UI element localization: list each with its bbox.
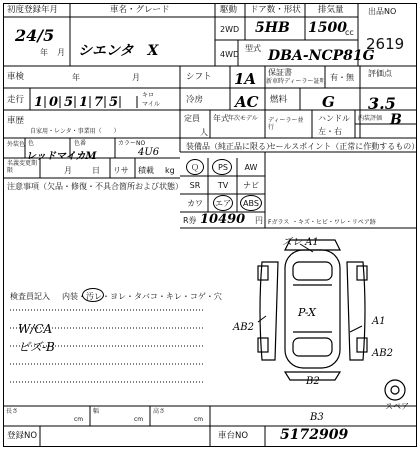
lot-value: 2619 — [366, 35, 405, 53]
diagram-label-top: ズレ A1 — [282, 237, 319, 248]
annual-sub: 年次モデル — [228, 115, 258, 122]
inspector-options: 内装・汚レ・ヨレ・タバコ・キレ・コゲ・穴 — [62, 292, 222, 301]
equip-ps-circle — [212, 159, 232, 175]
equipment-label: 装備品（純正品に限る） — [186, 142, 274, 151]
diagram-label-right-a1: A1 — [372, 316, 386, 327]
mileage-digit-6: 5 — [109, 95, 119, 110]
reg-year-value: 24/5 — [15, 26, 55, 45]
reg-year-unit: 年 — [40, 48, 48, 57]
f-glass-text: ・キズ・ヒビ・ワレ・リペア跡 — [292, 219, 376, 226]
equip-q: Ｑ — [191, 163, 199, 172]
inspection-month: 月 — [132, 73, 140, 82]
lot-label: 出品NO — [368, 7, 397, 16]
inspector-label: 検査員記入 — [10, 292, 50, 301]
doors-label: ドア数・形状 — [250, 5, 301, 15]
mileage-unit-km: キロ — [142, 92, 155, 99]
diagram-label-b3: B3 — [310, 412, 324, 423]
displacement-unit: cc — [345, 28, 354, 37]
fuel-value: G — [322, 93, 335, 111]
score-value: 3.5 — [368, 94, 396, 113]
change-day: 日 — [92, 166, 100, 175]
handle-options: 左・右 — [318, 127, 342, 136]
inspector-note-2: ピズ-B — [18, 340, 55, 354]
r-value: 10490 — [200, 212, 246, 227]
recycle-label: リサ — [113, 166, 129, 175]
diagram-label-center: P-X — [298, 306, 316, 319]
shift-label: シフト — [186, 72, 212, 82]
equip-leather: カワ — [187, 199, 203, 208]
dealer-label: ディーラー並行 — [268, 117, 304, 131]
inspection-year: 年 — [72, 73, 80, 82]
height-label: 高さ — [153, 408, 166, 415]
ac-label: 冷房 — [186, 95, 204, 105]
color-number-label: 色番 — [74, 140, 87, 147]
equip-tv: TV — [217, 181, 229, 190]
color-no-label: カラーNO — [118, 140, 146, 147]
mileage-digit-3: 5 — [64, 95, 74, 110]
car-name-value: シエンタ X — [78, 43, 159, 59]
reg-no-label: 登録NO — [7, 431, 38, 441]
r-unit: 円 — [255, 216, 263, 225]
f-glass-label: Fガラス — [268, 219, 290, 226]
drive-4wd: 4WD — [220, 50, 240, 59]
annual-label: 年式 — [213, 114, 229, 123]
width-unit: cm — [134, 416, 144, 423]
fuel-label: 燃料 — [270, 95, 288, 105]
diagram-label-left: AB2 — [233, 322, 254, 333]
frame-label: 車台NO — [218, 431, 249, 441]
color-no-value: 4U6 — [138, 147, 160, 158]
capacity-label: 定員 — [184, 114, 200, 123]
equip-aw: AW — [244, 163, 258, 172]
equip-sr: SR — [189, 181, 201, 190]
history-label: 車歴 — [7, 116, 25, 126]
doors-value: 5HB — [255, 20, 290, 36]
diagram-label-right-ab2: AB2 — [372, 348, 393, 359]
mileage-unit-mile: マイル — [142, 101, 160, 108]
inspection-label: 車検 — [7, 72, 25, 82]
equip-abs-circle — [240, 195, 262, 211]
sales-point-label: セールスポイント（正常に作動するもの） — [268, 142, 420, 151]
equip-ps: PS — [218, 163, 228, 172]
capacity-unit: 人 — [200, 128, 208, 137]
reg-year-label: 初度登録年月 — [7, 5, 59, 15]
mileage-digit-2: 0 — [49, 95, 59, 110]
mileage-digit-5: 7 — [94, 95, 104, 110]
change-label: 名義変更期限 — [7, 160, 38, 174]
spare-label: スペア — [385, 402, 409, 411]
deposit-label: 積載 — [138, 166, 154, 175]
r-label: R券 — [183, 216, 197, 225]
interior-label: 内装評価 — [358, 115, 383, 122]
mileage-digit-4: 1 — [79, 95, 89, 110]
change-month: 月 — [64, 166, 72, 175]
shift-value: 1A — [234, 70, 257, 88]
equip-airbag: エア — [215, 199, 231, 208]
length-unit: cm — [74, 416, 84, 423]
inspector-note-1: W/CA — [18, 322, 53, 336]
equip-airbag-circle — [213, 195, 233, 211]
mileage-digit-1: 1 — [34, 95, 44, 110]
height-unit: cm — [194, 416, 204, 423]
model-label: 型式 — [245, 44, 261, 53]
color-label: 色 — [28, 140, 35, 147]
length-label: 長さ — [6, 408, 19, 415]
equip-abs: ABS — [243, 199, 259, 208]
car-name-label: 車名・グレード — [110, 5, 170, 15]
warranty-options: 有・無 — [330, 73, 354, 82]
drive-label: 駆動 — [220, 5, 238, 15]
displacement-label: 排気量 — [318, 5, 344, 15]
frame-value: 5172909 — [280, 427, 349, 443]
equip-navi: ナビ — [243, 181, 259, 190]
displacement-value: 1500 — [308, 20, 347, 36]
warranty-sub: 新車時ディーラー証明 — [266, 78, 326, 85]
equip-q-circle — [186, 159, 204, 175]
deposit-unit: kg — [165, 166, 175, 175]
model-value: DBA-NCP81G — [268, 48, 375, 64]
width-label: 幅 — [93, 408, 100, 415]
color-outer-label: 外装色 — [7, 141, 26, 148]
interior-value: B — [390, 112, 402, 128]
reg-month-unit: 月 — [57, 48, 65, 57]
color-value: レッドマイカM — [26, 151, 97, 162]
ac-value: AC — [235, 93, 259, 111]
mileage-label: 走行 — [7, 95, 25, 105]
drive-2wd: 2WD — [220, 25, 240, 34]
inspector-stain-circle — [82, 288, 104, 302]
score-label: 評価点 — [368, 69, 392, 78]
warranty-label: 保証書 — [268, 68, 292, 77]
diagram-label-bottom: B2 — [306, 376, 320, 387]
notes-label: 注意事項（欠品・修復・不具合箇所および状態） — [7, 182, 183, 191]
handle-label: ハンドル — [318, 114, 350, 123]
history-sub: 自家用・レンタ・事業用（ ） — [30, 128, 120, 135]
